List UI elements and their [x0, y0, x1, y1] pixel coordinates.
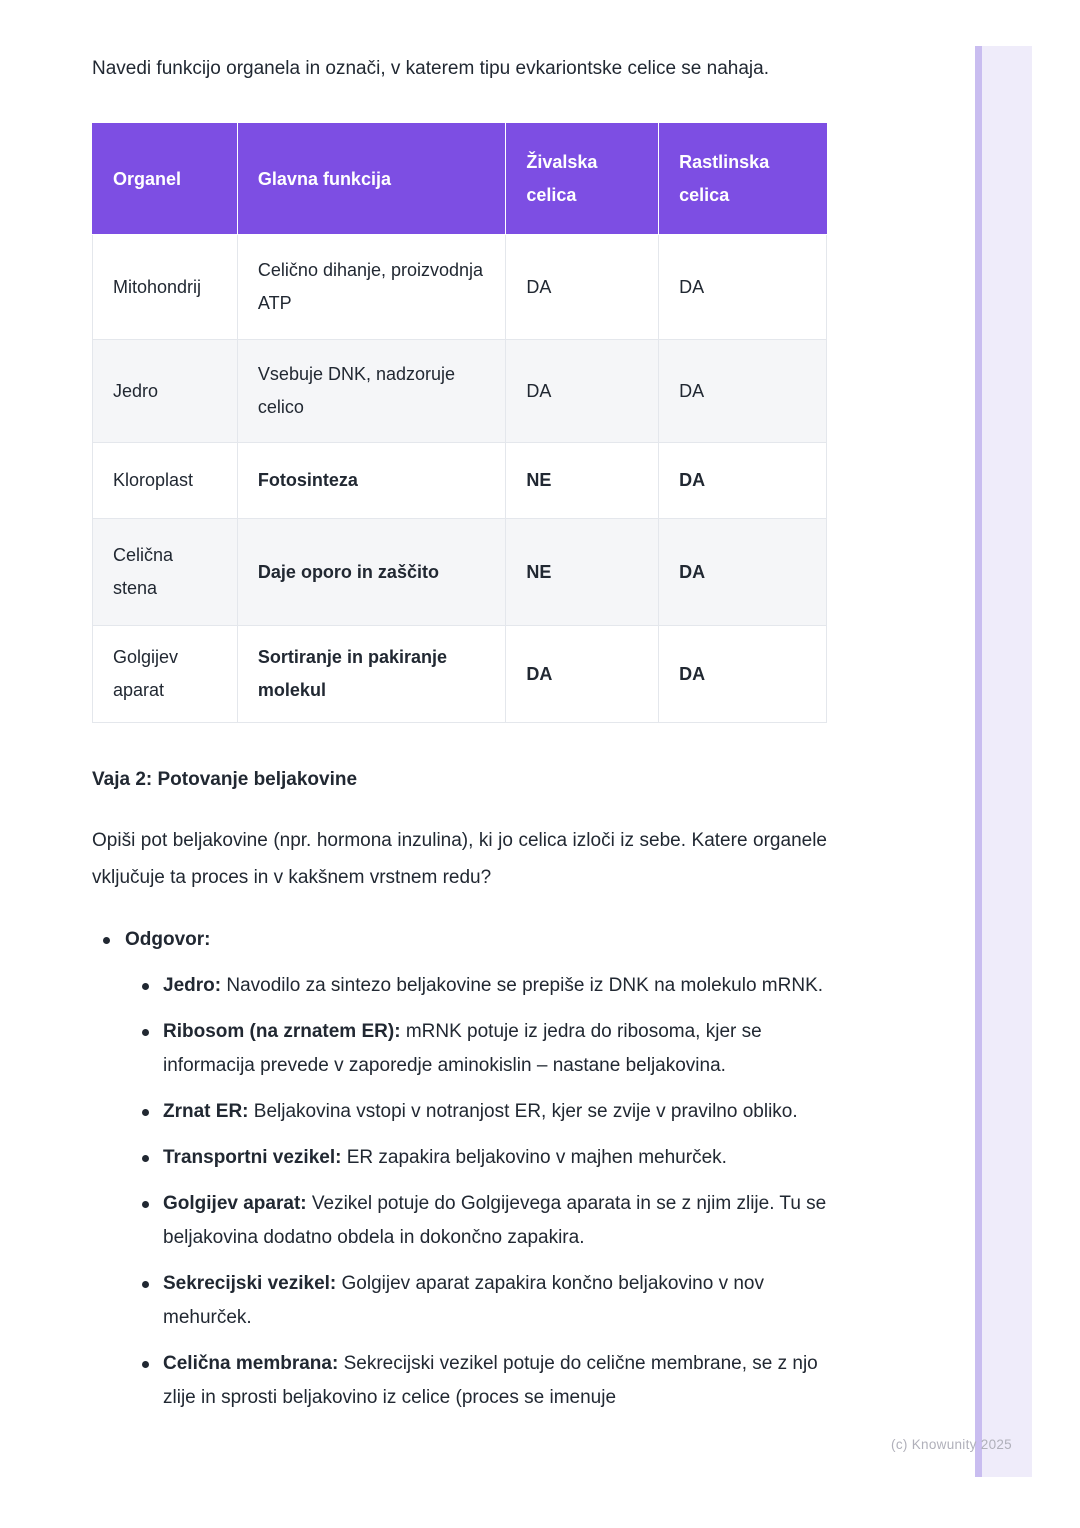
column-header-organel: Organel — [93, 124, 238, 235]
cell-rastlinska: DA — [659, 340, 827, 443]
step-text: ER zapakira beljakovino v majhen mehurček. — [346, 1147, 727, 1168]
step-item-ribosom — [125, 1015, 827, 1083]
scrollbar-thumb[interactable] — [975, 46, 982, 1477]
cell-organel: Celična stena — [93, 519, 238, 626]
step-label: Ribosom (na zrnatem ER): — [163, 1021, 401, 1042]
cell-rastlinska: DA — [659, 235, 827, 340]
step-item-golgijev-aparat — [125, 1187, 827, 1255]
step-label: Zrnat ER: — [163, 1101, 249, 1122]
table-row-golgijev-aparat — [93, 626, 827, 723]
cell-organel: Golgijev aparat — [93, 626, 238, 723]
answer-root-item — [92, 923, 827, 1415]
answer-steps — [125, 969, 827, 1415]
step-text: mRNK potuje iz jedra do ribosoma, kjer se informacija prevede v zaporedje aminokislin – nastane beljakovina. — [163, 1021, 762, 1076]
step-text: Navodilo za sintezo beljakovine se prepiše iz DNK na molekulo mRNK. — [226, 975, 824, 996]
step-item-jedro — [125, 969, 827, 1003]
step-text: Golgijev aparat zapakira končno beljakovino v nov mehurček. — [163, 1273, 765, 1328]
table-row-kloroplast — [93, 443, 827, 519]
cell-funkcija: Celično dihanje, proizvodnja ATP — [237, 235, 505, 340]
table-row-jedro — [93, 340, 827, 443]
cell-organel: Kloroplast — [93, 443, 238, 519]
page-margin-panel — [975, 46, 1032, 1477]
step-item-transportni-vezikel — [125, 1141, 827, 1175]
cell-funkcija: Daje oporo in zaščito — [237, 519, 505, 626]
table-row-mitohondrij — [93, 235, 827, 340]
cell-rastlinska: DA — [659, 626, 827, 723]
table-row-celicna-stena — [93, 519, 827, 626]
step-text: Sekrecijski vezikel potuje do celične membrane, se z njo zlije in sprosti beljakovino iz celice (proces se imenuje — [163, 1353, 818, 1408]
cell-funkcija: Fotosinteza — [237, 443, 505, 519]
organelle-table — [92, 123, 827, 723]
step-label: Celična membrana: — [163, 1353, 339, 1374]
column-header-zivalska-celica: Živalska celica — [506, 124, 659, 235]
column-header-rastlinska-celica: Rastlinska celica — [659, 124, 827, 235]
cell-zivalska: DA — [506, 235, 659, 340]
vaja2-question: Opiši pot beljakovine (npr. hormona inzulina), ki jo celica izloči iz sebe. Katere organele vključuje ta proces in v kakšnem vrstnem redu? — [92, 830, 827, 888]
cell-zivalska: NE — [506, 519, 659, 626]
step-label: Sekrecijski vezikel: — [163, 1273, 337, 1294]
cell-zivalska: DA — [506, 626, 659, 723]
table-header-row — [93, 124, 827, 235]
step-text: Beljakovina vstopi v notranjost ER, kjer se zvije v pravilno obliko. — [253, 1101, 798, 1122]
intro-paragraph: Navedi funkcijo organela in označi, v katerem tipu evkariontske celice se nahaja. — [92, 58, 769, 79]
cell-organel: Jedro — [93, 340, 238, 443]
step-label: Transportni vezikel: — [163, 1147, 342, 1168]
cell-rastlinska: DA — [659, 443, 827, 519]
cell-funkcija: Sortiranje in pakiranje molekul — [237, 626, 505, 723]
step-item-celicna-membrana — [125, 1347, 827, 1415]
step-text: Vezikel potuje do Golgijevega aparata in se z njim zlije. Tu se beljakovina dodatno obdela in dokončno zapakira. — [163, 1193, 827, 1248]
step-label: Golgijev aparat: — [163, 1193, 307, 1214]
cell-rastlinska: DA — [659, 519, 827, 626]
cell-organel: Mitohondrij — [93, 235, 238, 340]
vaja2-heading: Vaja 2: Potovanje beljakovine — [92, 769, 358, 790]
cell-funkcija: Vsebuje DNK, nadzoruje celico — [237, 340, 505, 443]
answer-label: Odgovor: — [125, 929, 211, 950]
step-label: Jedro: — [163, 975, 222, 996]
cell-zivalska: NE — [506, 443, 659, 519]
column-header-glavna-funkcija: Glavna funkcija — [237, 124, 505, 235]
answer-list — [92, 923, 827, 1415]
copyright-watermark: (c) Knowunity 2025 — [891, 1437, 1012, 1452]
cell-zivalska: DA — [506, 340, 659, 443]
step-item-sekrecijski-vezikel — [125, 1267, 827, 1335]
document-content — [92, 0, 827, 1415]
step-item-zrnat-er — [125, 1095, 827, 1129]
